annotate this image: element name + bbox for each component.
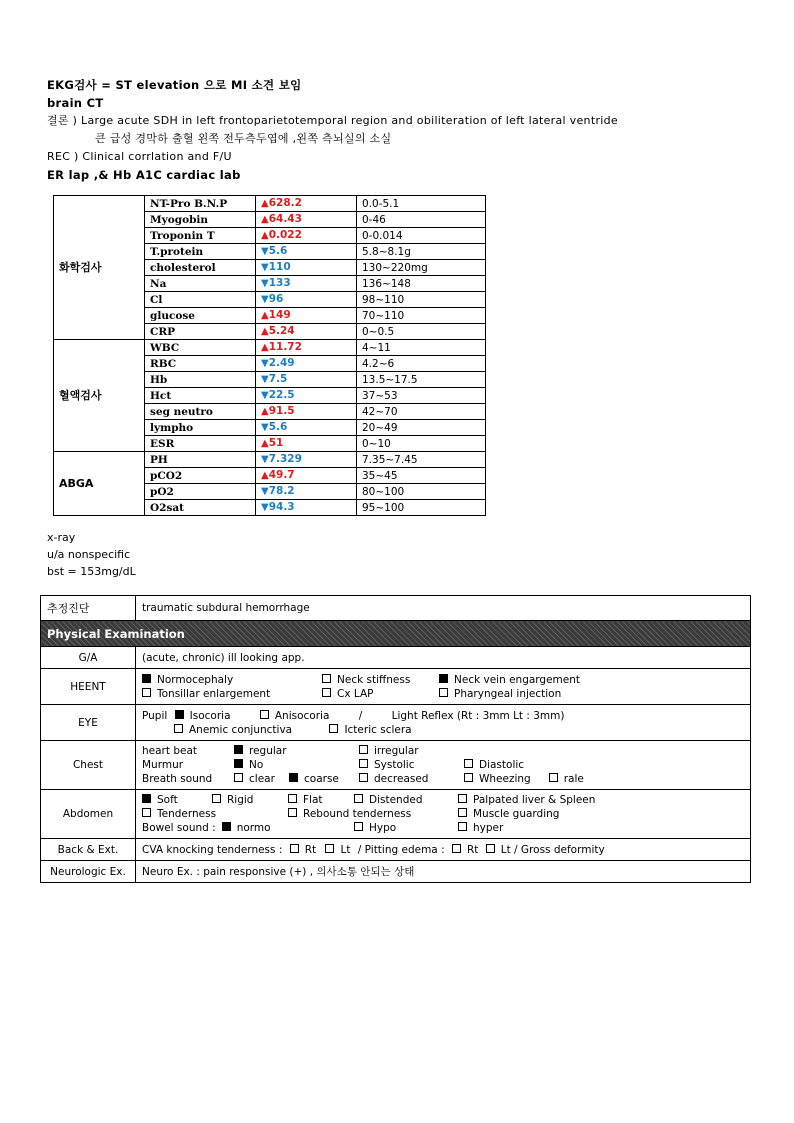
lab-test-name: WBC: [145, 340, 256, 356]
checkbox-checked[interactable]: [234, 759, 243, 768]
lab-value-text: 78.2: [268, 485, 295, 497]
lab-test-value: [256, 244, 357, 260]
lab-test-name: cholesterol: [145, 260, 256, 276]
lab-value-text: 0.022: [268, 229, 302, 241]
chest-options: heart beat regular irregular Murmur No Systolic Diastolic Breath sound clear coarse decreased Wheezing rale: [142, 745, 584, 785]
lab-value-text: 96: [268, 293, 284, 305]
checkbox[interactable]: [174, 724, 183, 733]
checkbox[interactable]: [486, 844, 495, 853]
lab-test-name: Myogobin: [145, 212, 256, 228]
checkbox[interactable]: [322, 688, 331, 697]
checkbox[interactable]: [354, 794, 363, 803]
checkbox-checked[interactable]: [222, 822, 231, 831]
diagnosis-row: [41, 596, 751, 621]
checkbox[interactable]: [452, 844, 461, 853]
lab-test-name: glucose: [145, 308, 256, 324]
lab-reference-range: 136~148: [357, 276, 486, 292]
lab-reference-range: 7.35~7.45: [357, 452, 486, 468]
abdomen-options: Soft Rigid Flat Distended Palpated liver & Spleen Tenderness Rebound tenderness Muscle guarding Bowel sound : normo Hypo hyper: [142, 794, 596, 834]
checkbox[interactable]: [549, 773, 558, 782]
lab-test-value: [256, 500, 357, 516]
lab-test-value: [256, 196, 357, 212]
down-arrow-icon: ▼: [261, 486, 269, 497]
checkbox[interactable]: [288, 808, 297, 817]
checkbox[interactable]: [359, 745, 368, 754]
ga-row: [41, 647, 751, 669]
lab-test-name: CRP: [145, 324, 256, 340]
lab-reference-range: 4~11: [357, 340, 486, 356]
checkbox[interactable]: [359, 759, 368, 768]
ga-label: G/A: [41, 647, 136, 669]
lab-test-value: [256, 308, 357, 324]
lab-value-text: 5.6: [268, 245, 288, 257]
lab-test-name: pCO2: [145, 468, 256, 484]
ga-value: (acute, chronic) ill looking app.: [136, 647, 751, 669]
up-arrow-icon: ▲: [261, 230, 269, 241]
lab-reference-range: 0~0.5: [357, 324, 486, 340]
lab-value-text: 149: [268, 309, 291, 321]
ct-conclusion-korean: 큰 급성 경막하 출혈 왼쪽 전두측두엽에 ,왼쪽 측뇌실의 소실: [95, 132, 392, 145]
xray-note: x-ray: [47, 531, 76, 544]
up-arrow-icon: ▲: [261, 342, 269, 353]
checkbox[interactable]: [458, 808, 467, 817]
heent-row: [41, 669, 751, 705]
checkbox[interactable]: [234, 773, 243, 782]
eye-label: EYE: [41, 705, 136, 741]
checkbox-checked[interactable]: [175, 710, 184, 719]
up-arrow-icon: ▲: [261, 198, 269, 209]
checkbox-checked[interactable]: [439, 674, 448, 683]
checkbox[interactable]: [290, 844, 299, 853]
heent-options: Normocephaly Neck stiffness Neck vein engargement Tonsillar enlargement Cx LAP Pharyngeal injection: [142, 673, 744, 701]
checkbox[interactable]: [439, 688, 448, 697]
lab-reference-range: 95~100: [357, 500, 486, 516]
checkbox[interactable]: [464, 759, 473, 768]
chest-label: Chest: [41, 741, 136, 790]
lab-value-text: 110: [268, 261, 291, 273]
lab-row: [54, 340, 486, 356]
lab-test-value: [256, 452, 357, 468]
checkbox-checked[interactable]: [289, 773, 298, 782]
lab-test-name: Hct: [145, 388, 256, 404]
lab-row: [54, 452, 486, 468]
lab-value-text: 5.24: [268, 325, 295, 337]
diagnosis-label: 추정진단: [41, 596, 136, 621]
lab-heading: ER lap ,& Hb A1C cardiac lab: [47, 168, 241, 182]
lab-test-name: O2sat: [145, 500, 256, 516]
lab-reference-range: 0.0-5.1: [357, 196, 486, 212]
lab-reference-range: 130~220mg: [357, 260, 486, 276]
checkbox[interactable]: [354, 822, 363, 831]
checkbox[interactable]: [458, 822, 467, 831]
checkbox[interactable]: [322, 674, 331, 683]
checkbox[interactable]: [458, 794, 467, 803]
pe-header-row: [41, 621, 751, 647]
lab-value-text: 49.7: [268, 469, 295, 481]
lab-results-table: [53, 195, 486, 516]
heent-label: HEENT: [41, 669, 136, 705]
abdomen-row: [41, 790, 751, 839]
lab-reference-range: 70~110: [357, 308, 486, 324]
ekg-note: EKG검사 = ST elevation 으로 MI 소견 보임: [47, 78, 302, 92]
neuro-value: Neuro Ex. : pain responsive (+) , 의사소통 안되는 상태: [136, 861, 751, 883]
up-arrow-icon: ▲: [261, 470, 269, 481]
lab-reference-range: 20~49: [357, 420, 486, 436]
chest-row: [41, 741, 751, 790]
lab-value-text: 7.329: [268, 453, 302, 465]
physical-exam-table: [40, 595, 751, 883]
checkbox[interactable]: [212, 794, 221, 803]
lab-reference-range: 35~45: [357, 468, 486, 484]
lab-value-text: 628.2: [268, 197, 302, 209]
blood-category-label: 혈액검사: [54, 340, 145, 452]
neuro-label: Neurologic Ex.: [41, 861, 136, 883]
down-arrow-icon: ▼: [261, 390, 269, 401]
lab-test-value: [256, 484, 357, 500]
checkbox-checked[interactable]: [142, 794, 151, 803]
up-arrow-icon: ▲: [261, 406, 269, 417]
lab-test-name: lympho: [145, 420, 256, 436]
lab-test-value: [256, 276, 357, 292]
lab-reference-range: 0-46: [357, 212, 486, 228]
checkbox[interactable]: [288, 794, 297, 803]
lab-value-text: 5.6: [268, 421, 288, 433]
lab-test-value: [256, 324, 357, 340]
lab-reference-range: 37~53: [357, 388, 486, 404]
misc-results: [47, 529, 136, 580]
lab-reference-range: 42~70: [357, 404, 486, 420]
lab-value-text: 22.5: [268, 389, 295, 401]
lab-test-name: RBC: [145, 356, 256, 372]
lab-value-text: 51: [268, 437, 284, 449]
up-arrow-icon: ▲: [261, 310, 269, 321]
back-ext-row: Back & Ext. CVA knocking tenderness : Rt Lt / Pitting edema : Rt Lt / Gross deformity: [41, 839, 751, 861]
bst-note: bst = 153mg/dL: [47, 565, 136, 578]
neuro-row: [41, 861, 751, 883]
exam-notes: [47, 76, 747, 184]
lab-value-text: 94.3: [268, 501, 295, 513]
lab-test-name: PH: [145, 452, 256, 468]
lab-reference-range: 5.8~8.1g: [357, 244, 486, 260]
lab-test-value: [256, 212, 357, 228]
lab-test-value: [256, 356, 357, 372]
lab-test-name: T.protein: [145, 244, 256, 260]
abga-category-label: ABGA: [54, 452, 145, 516]
lab-reference-range: 0-0.014: [357, 228, 486, 244]
checkbox[interactable]: [359, 773, 368, 782]
lab-test-value: [256, 260, 357, 276]
lab-value-text: 11.72: [268, 341, 302, 353]
lab-test-value: [256, 468, 357, 484]
checkbox[interactable]: [142, 688, 151, 697]
pe-header: Physical Examination: [41, 621, 751, 647]
lab-test-name: seg neutro: [145, 404, 256, 420]
ct-conclusion: 결론 ) Large acute SDH in left frontoparietotemporal region and obiliteration of left lateral ventride: [47, 114, 618, 127]
lab-test-name: ESR: [145, 436, 256, 452]
down-arrow-icon: ▼: [261, 454, 269, 465]
down-arrow-icon: ▼: [261, 262, 269, 273]
lab-test-value: [256, 228, 357, 244]
eye-row: EYE Pupil Isocoria Anisocoria / Light Reflex (Rt : 3mm Lt : 3mm) Anemic conjunctiva Icteric sclera: [41, 705, 751, 741]
lab-reference-range: 4.2~6: [357, 356, 486, 372]
lab-test-value: [256, 372, 357, 388]
checkbox-checked[interactable]: [234, 745, 243, 754]
checkbox[interactable]: [329, 724, 338, 733]
brain-ct-title: brain CT: [47, 96, 104, 110]
down-arrow-icon: ▼: [261, 358, 269, 369]
lab-value-text: 91.5: [268, 405, 295, 417]
abdomen-label: Abdomen: [41, 790, 136, 839]
diagnosis-value: traumatic subdural hemorrhage: [136, 596, 751, 621]
up-arrow-icon: ▲: [261, 438, 269, 449]
lab-value-text: 133: [268, 277, 291, 289]
lab-value-text: 64.43: [268, 213, 302, 225]
lab-value-text: 7.5: [268, 373, 288, 385]
back-ext-label: Back & Ext.: [41, 839, 136, 861]
down-arrow-icon: ▼: [261, 294, 269, 305]
checkbox[interactable]: [464, 773, 473, 782]
checkbox-checked[interactable]: [142, 674, 151, 683]
lab-test-name: Cl: [145, 292, 256, 308]
checkbox[interactable]: [260, 710, 269, 719]
lab-reference-range: 13.5~17.5: [357, 372, 486, 388]
lab-test-value: [256, 388, 357, 404]
down-arrow-icon: ▼: [261, 246, 269, 257]
lab-reference-range: 98~110: [357, 292, 486, 308]
lab-row: [54, 196, 486, 212]
lab-test-value: [256, 436, 357, 452]
checkbox[interactable]: [325, 844, 334, 853]
lab-value-text: 2.49: [268, 357, 295, 369]
lab-test-name: NT-Pro B.N.P: [145, 196, 256, 212]
chem-category-label: 화학검사: [54, 196, 145, 340]
down-arrow-icon: ▼: [261, 422, 269, 433]
checkbox[interactable]: [142, 808, 151, 817]
up-arrow-icon: ▲: [261, 214, 269, 225]
up-arrow-icon: ▲: [261, 326, 269, 337]
lab-test-name: Troponin T: [145, 228, 256, 244]
lab-test-value: [256, 340, 357, 356]
lab-reference-range: 80~100: [357, 484, 486, 500]
down-arrow-icon: ▼: [261, 374, 269, 385]
lab-test-value: [256, 292, 357, 308]
ct-recommendation: REC ) Clinical corrlation and F/U: [47, 150, 232, 163]
down-arrow-icon: ▼: [261, 278, 269, 289]
lab-test-name: Hb: [145, 372, 256, 388]
lab-test-value: [256, 404, 357, 420]
lab-test-name: pO2: [145, 484, 256, 500]
down-arrow-icon: ▼: [261, 502, 269, 513]
lab-test-name: Na: [145, 276, 256, 292]
lab-test-value: [256, 420, 357, 436]
ua-note: u/a nonspecific: [47, 548, 131, 561]
lab-reference-range: 0~10: [357, 436, 486, 452]
